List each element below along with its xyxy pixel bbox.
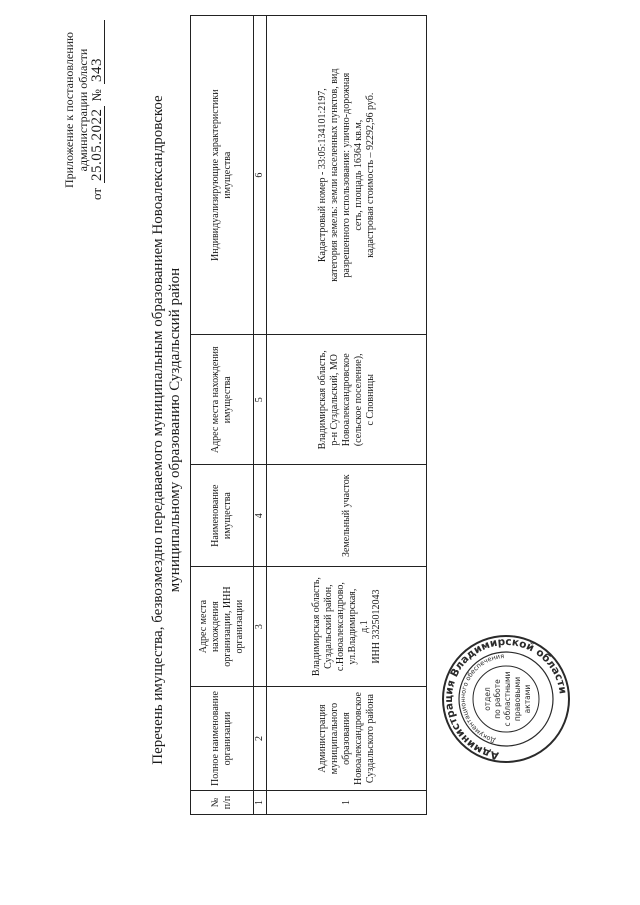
- characteristics-cell: Кадастровый номер - 33:05:134101:2197, категория земель: земли населенных пунктов, вид разрешенного использования: улично-дорожная сеть, площадь 16364 кв.м, кадастровая стоимость – 92292,96 руб.: [267, 16, 427, 335]
- column-number: 4: [254, 465, 267, 567]
- column-number: 6: [254, 16, 267, 335]
- table-column-numbers-row: [254, 16, 267, 815]
- property-table: [190, 15, 427, 815]
- appendix-block: [62, 15, 105, 205]
- column-number: 3: [254, 567, 267, 687]
- table-header-row: [191, 16, 254, 815]
- seal-center-line: отдел: [483, 687, 492, 711]
- row-number-cell: 1: [267, 791, 427, 815]
- appendix-date: 25.05.2022: [89, 108, 105, 181]
- column-number: 1: [254, 791, 267, 815]
- org-address-cell: Владимирская область, Суздальский район, с.Новоалександрово, ул.Владимирская, д.1 ИНН 3325012043: [267, 567, 427, 687]
- header-property-name: Наименование имущества: [191, 465, 254, 567]
- table-row: [267, 16, 427, 815]
- appendix-number-sign: №: [89, 89, 104, 102]
- seal-center-line: по работе: [493, 679, 502, 719]
- header-number: № п/п: [191, 791, 254, 815]
- org-name-cell: Администрация муниципального образования Новоалександровское Суздальского района: [267, 687, 427, 791]
- header-property-address: Адрес места нахождения имущества: [191, 335, 254, 465]
- header-org-name: Полное наименование организации: [191, 687, 254, 791]
- document-title-line-1: Перечень имущества, безвозмездно передаваемого муниципальным образованием Новоалександровское: [150, 95, 166, 765]
- seal-center-line: правовыми: [513, 676, 522, 722]
- property-address-cell: Владимирская область, р-н Суздальский, МО Новоалександровское (сельское поселение), с Сповницы: [267, 335, 427, 465]
- seal-ring-text: Администрация Владимирской области: [442, 635, 569, 762]
- column-number: 5: [254, 335, 267, 465]
- seal-inner-ring-text: Документационного обеспечения: [458, 652, 505, 745]
- document-title: [150, 65, 184, 795]
- header-characteristics: Индивидуализирующие характеристики имущества: [191, 16, 254, 335]
- seal-center-line: с областными: [503, 671, 512, 727]
- seal-center-line: актами: [523, 684, 532, 714]
- appendix-number: 343: [90, 20, 105, 84]
- appendix-line-1: Приложение к постановлению: [62, 31, 76, 189]
- appendix-date-row: [90, 15, 105, 205]
- document-title-line-2: муниципальному образованию Суздальский район: [167, 267, 183, 593]
- appendix-line-2: администрации области: [76, 48, 90, 172]
- header-org-address: Адрес места нахождения организации, ИНН организации: [191, 567, 254, 687]
- property-name-cell: Земельный участок: [267, 465, 427, 567]
- column-number: 2: [254, 687, 267, 791]
- appendix-from-label: от: [89, 187, 104, 200]
- official-seal-stamp: [440, 633, 572, 765]
